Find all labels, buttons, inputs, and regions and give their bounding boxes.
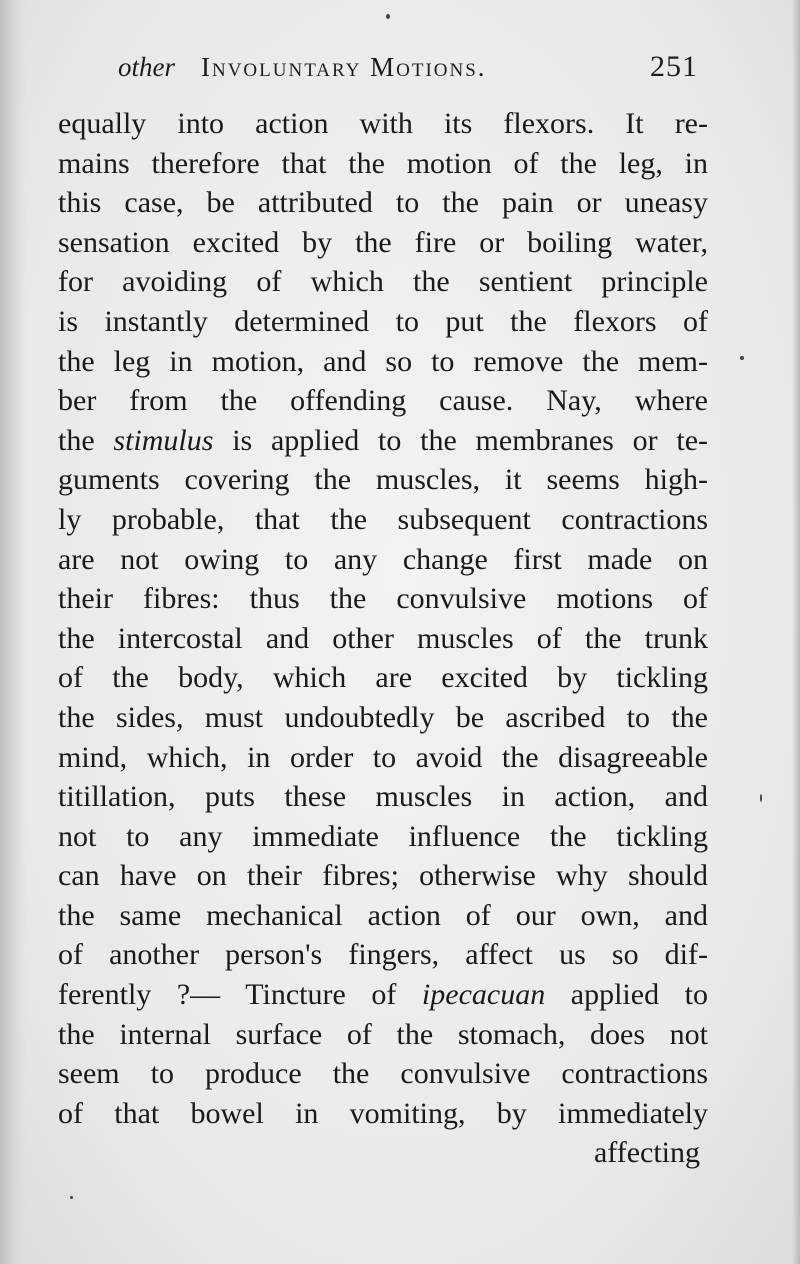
text-run: ferently ?— Tincture of [58,978,422,1012]
text-run: is applied to the membranes or te- [213,423,708,457]
ink-speck [760,794,762,802]
ink-speck [740,356,744,360]
text-line: mains therefore that the motion of the leg, in [58,146,708,180]
text-line: equally into action with its flexors. It re- [58,107,708,140]
text-run: the [58,423,114,457]
text-line: is instantly determined to put the flexors of [58,304,708,338]
text-line: the intercostal and other muscles of the trunk [58,621,708,655]
text-line: sensation excited by the fire or boiling water, [58,225,708,259]
text-line: of the body, which are excited by tickling [58,661,708,695]
text-line: can have on their fibres; otherwise why should [58,859,708,893]
text-line [58,975,708,1015]
body-text [58,104,708,1173]
text-line: of that bowel in vomiting, by immediately [58,1096,708,1130]
text-line: titillation, puts these muscles in action, and [58,780,708,814]
text-line: are not owing to any change first made on [58,542,708,576]
text-line: ber from the offending cause. Nay, where [58,384,708,418]
text-line: mind, which, in order to avoid the disagreeable [58,740,708,774]
text-line: for avoiding of which the sentient principle [58,265,708,299]
text-line: not to any immediate influence the tickling [58,819,708,853]
text-line: this case, be attributed to the pain or uneasy [58,186,708,220]
text-line: of another person's fingers, affect us so dif- [58,938,708,972]
ink-speck [386,14,390,19]
text-line: seem to produce the convulsive contractions [58,1057,708,1091]
header-title: Involuntary Motions. [201,52,487,82]
text-line: the internal surface of the stomach, does not [58,1017,708,1051]
text-line: guments covering the muscles, it seems high- [58,463,708,497]
header-italic-word: other [118,52,175,82]
text-run: applied to [545,978,708,1012]
text-line [58,421,708,461]
catchword: affecting [593,1136,700,1170]
text-line: ly probable, that the subsequent contractions [58,502,708,536]
italic-term: stimulus [113,423,214,457]
text-line: their fibres: thus the convulsive motions of [58,582,708,616]
page-edge [792,0,800,1264]
text-line: the leg in motion, and so to remove the mem- [58,344,708,378]
binding-shadow [0,0,26,1264]
text-line: the same mechanical action of our own, and [58,898,708,932]
running-header [118,48,698,92]
text-line: the sides, must undoubtedly be ascribed to the [58,700,708,734]
page-number: 251 [650,50,698,83]
ink-speck [70,1196,73,1199]
italic-term: ipecacuan [421,978,546,1012]
